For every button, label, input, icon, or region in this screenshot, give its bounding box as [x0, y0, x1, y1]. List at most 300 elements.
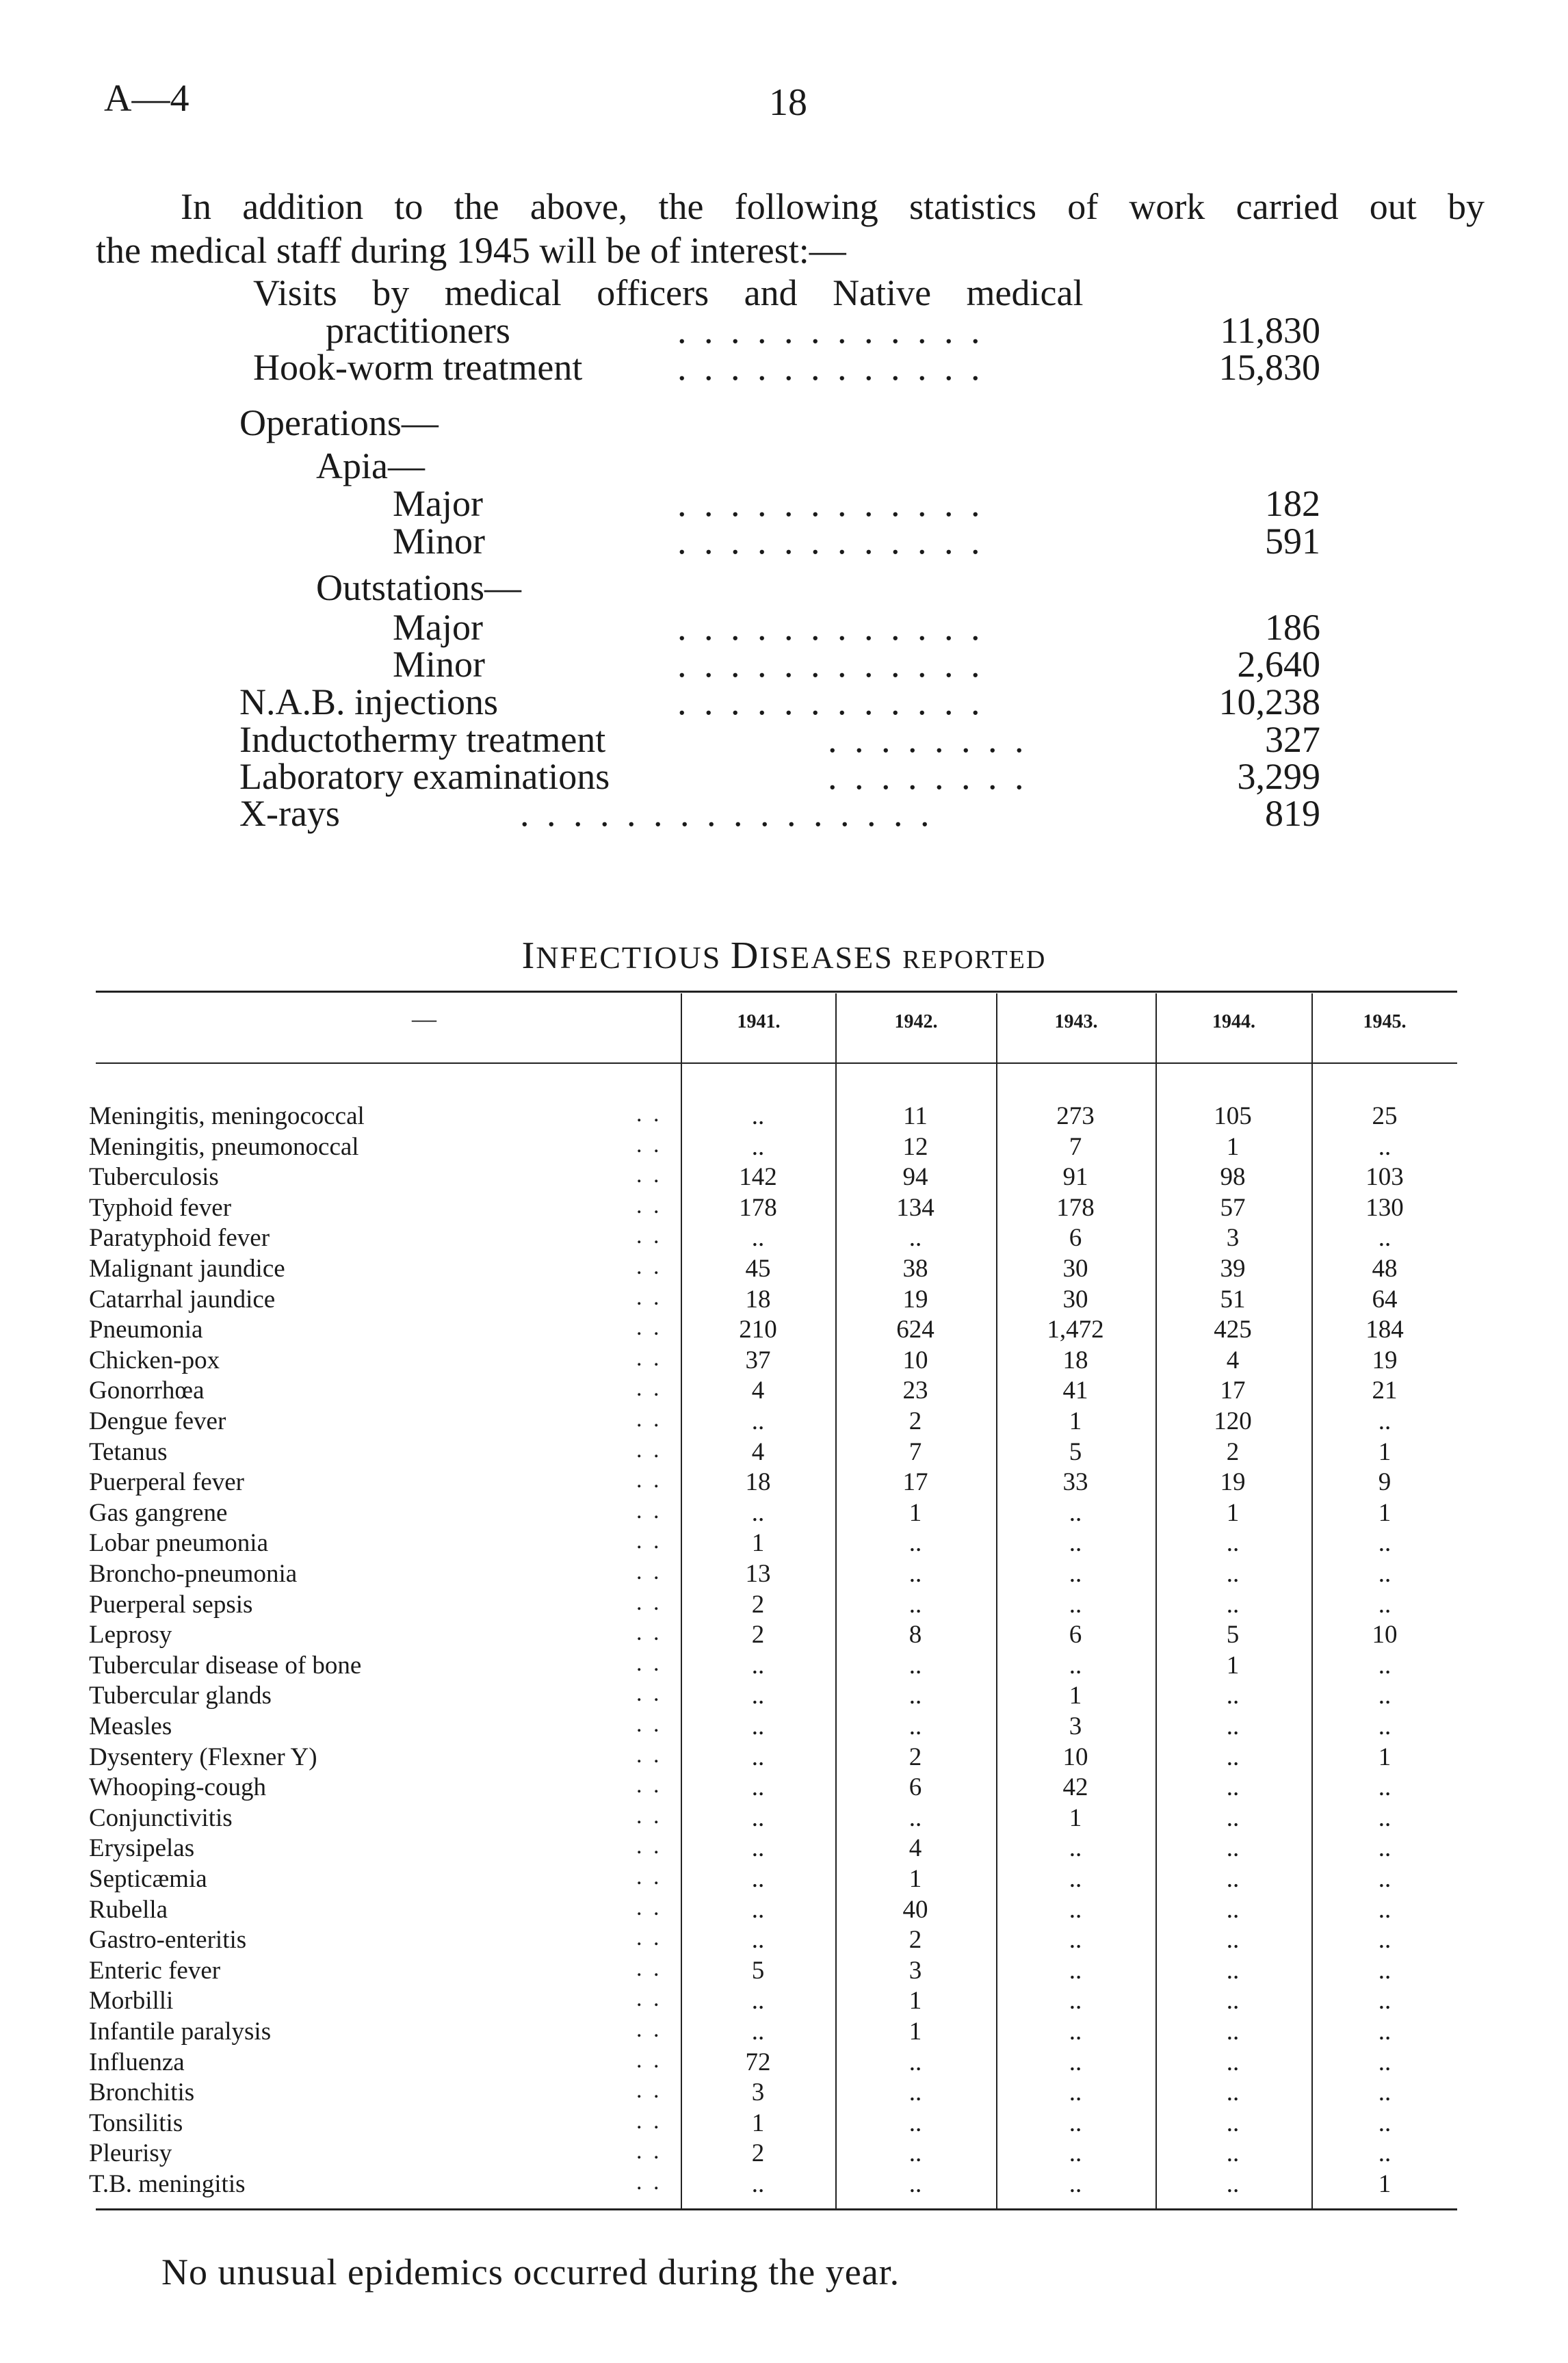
value-cell: .. [1378, 1132, 1391, 1161]
value-cell: 37 [745, 1346, 771, 1374]
disease-name: Lobar pneumonia [89, 1529, 268, 1558]
value-cell: 1 [1069, 1682, 1082, 1710]
disease-name: Tuberculosis [89, 1163, 219, 1192]
value-cell: 18 [745, 1285, 771, 1314]
disease-name: Chicken-pox [89, 1346, 220, 1374]
table-row [89, 1407, 1457, 1437]
table-row [89, 1803, 1457, 1833]
intro-line-1: In addition to the above, the following statistics of work carried out by [181, 186, 1485, 227]
leader-dots: . . [636, 1712, 662, 1737]
value-cell: .. [751, 1987, 765, 2015]
disease-name: Paratyphoid fever [89, 1224, 270, 1253]
disease-name: Rubella [89, 1895, 168, 1924]
value-cell: .. [1069, 1529, 1082, 1558]
table-row [89, 1162, 1457, 1192]
work-statistics [0, 0, 1568, 889]
leader-dots: . . [636, 1254, 662, 1279]
value-cell: 9 [1378, 1468, 1391, 1497]
leader-dots: . . [636, 1162, 662, 1188]
value-cell: 178 [739, 1193, 777, 1222]
value-cell: .. [1226, 1712, 1240, 1740]
value-cell: 4 [751, 1437, 765, 1466]
value-cell: .. [751, 1102, 765, 1130]
value-cell: 1 [1378, 2170, 1391, 2198]
disease-name: Tonsilitis [89, 2109, 183, 2137]
value-cell: 40 [902, 1895, 928, 1924]
value-cell: .. [1069, 1987, 1082, 2015]
leader-dots: . . [636, 2139, 662, 2165]
value-cell: 2 [751, 1621, 765, 1649]
leader-dots: . . [636, 1986, 662, 2012]
leader-dots: . . [636, 1589, 662, 1615]
stat-label: X-rays [239, 793, 340, 834]
value-cell: .. [1226, 1987, 1240, 2015]
table-row [89, 1590, 1457, 1620]
value-cell: 7 [1069, 1132, 1082, 1161]
value-cell: .. [909, 1224, 922, 1253]
value-cell: 17 [902, 1468, 928, 1497]
value-cell: .. [1378, 1407, 1391, 1435]
value-cell: .. [1378, 1895, 1391, 1924]
leader-dots: . . [636, 1284, 662, 1310]
leader-dots: . . [636, 1467, 662, 1493]
value-cell: 18 [1062, 1346, 1088, 1374]
value-cell: .. [1069, 1590, 1082, 1619]
section-label: A—4 [104, 77, 190, 120]
value-cell: 1 [1378, 1498, 1391, 1527]
value-cell: 210 [739, 1316, 777, 1344]
value-cell: 38 [902, 1255, 928, 1283]
table-row [89, 1833, 1457, 1864]
stat-label: Major [393, 483, 483, 524]
value-cell: 98 [1220, 1163, 1246, 1192]
disease-name: Whooping-cough [89, 1773, 266, 1802]
table-row [89, 1315, 1457, 1345]
value-cell: .. [909, 2048, 922, 2076]
table-caption: INFECTIOUS DISEASES REPORTED [521, 935, 1047, 977]
stat-value: 10,238 [1218, 681, 1320, 722]
value-cell: .. [1226, 2078, 1240, 2107]
leader-dots: . . [636, 2169, 662, 2195]
value-cell: 4 [909, 1834, 922, 1863]
table-row [89, 2109, 1457, 2139]
disease-name: Gonorrhœa [89, 1376, 205, 1405]
value-cell: 72 [745, 2048, 771, 2076]
table-row [89, 1437, 1457, 1467]
value-cell: 57 [1220, 1193, 1246, 1222]
value-cell: 3 [909, 1956, 922, 1985]
leader-dots: . . [636, 1833, 662, 1859]
value-cell: 3 [1226, 1224, 1240, 1253]
leader-dots: . . [636, 1894, 662, 1920]
value-cell: 2 [751, 1590, 765, 1619]
value-cell: 18 [745, 1468, 771, 1497]
value-cell: .. [1226, 1560, 1240, 1588]
value-cell: .. [1378, 1590, 1391, 1619]
value-cell: 2 [909, 1407, 922, 1435]
value-cell: .. [1226, 1803, 1240, 1832]
value-cell: 41 [1062, 1376, 1088, 1405]
value-cell: .. [1069, 1895, 1082, 1924]
table-row [89, 1712, 1457, 1742]
table-top-rule [96, 991, 1457, 993]
value-cell: .. [1378, 1773, 1391, 1802]
corner-heading: — [412, 1005, 436, 1032]
table-row [89, 1498, 1457, 1528]
table-row [89, 1193, 1457, 1223]
disease-name: Tetanus [89, 1437, 168, 1466]
disease-name: Gastro-enteritis [89, 1926, 247, 1955]
leader-dots: . . . . . . . . . . . . [677, 681, 984, 722]
stat-label: Outstations— [316, 567, 522, 608]
value-cell: .. [1378, 1803, 1391, 1832]
leader-dots: . . [636, 1773, 662, 1799]
value-cell: .. [1226, 1895, 1240, 1924]
disease-name: Infantile paralysis [89, 2018, 272, 2046]
value-cell: 33 [1062, 1468, 1088, 1497]
value-cell: 17 [1220, 1376, 1246, 1405]
value-cell: 184 [1366, 1316, 1404, 1344]
value-cell: 1 [1069, 1407, 1082, 1435]
value-cell: 10 [902, 1346, 928, 1374]
stat-value: 186 [1265, 607, 1320, 648]
stat-value: 182 [1265, 483, 1320, 524]
value-cell: 7 [909, 1437, 922, 1466]
table-row [89, 1467, 1457, 1498]
leader-dots: . . [636, 1498, 662, 1524]
value-cell: .. [1378, 1682, 1391, 1710]
stat-value: 15,830 [1218, 347, 1320, 388]
value-cell: .. [1378, 1956, 1391, 1985]
value-cell: .. [1378, 1865, 1391, 1893]
value-cell: .. [751, 1926, 765, 1955]
leader-dots: . . [636, 1192, 662, 1218]
leader-dots: . . [636, 1681, 662, 1707]
leader-dots: . . [636, 1101, 662, 1127]
table-row [89, 1223, 1457, 1253]
value-cell: .. [1226, 1682, 1240, 1710]
table-row [89, 1254, 1457, 1284]
value-cell: .. [1069, 2078, 1082, 2107]
value-cell: 5 [751, 1956, 765, 1985]
disease-name: Puerperal sepsis [89, 1590, 253, 1619]
disease-name: Pneumonia [89, 1316, 203, 1344]
leader-dots: . . [636, 2017, 662, 2042]
table-row [89, 1285, 1457, 1315]
stat-value: 819 [1265, 793, 1320, 834]
footer-note: No unusual epidemics occurred during the year. [161, 2251, 900, 2293]
value-cell: 1 [909, 1498, 922, 1527]
table-row [89, 1620, 1457, 1650]
table-row [89, 1742, 1457, 1773]
leader-dots: . . [636, 1742, 662, 1768]
disease-name: Meningitis, meningococcal [89, 1102, 365, 1130]
disease-name: Influenza [89, 2048, 185, 2076]
value-cell: .. [1069, 2018, 1082, 2046]
value-cell: 1 [909, 1865, 922, 1893]
leader-dots: . . . . . . . . . . . . [677, 607, 984, 648]
leader-dots: . . . . . . . . [828, 756, 1028, 797]
leader-dots: . . . . . . . . . . . . [677, 644, 984, 685]
year-heading-1942: 1942. [894, 1011, 938, 1032]
value-cell: .. [751, 1407, 765, 1435]
leader-dots: . . . . . . . . [828, 719, 1028, 760]
value-cell: 3 [751, 2078, 765, 2107]
leader-dots: . . . . . . . . . . . . . . . . [520, 793, 934, 834]
table-row [89, 1681, 1457, 1711]
value-cell: 39 [1220, 1255, 1246, 1283]
leader-dots: . . [636, 1559, 662, 1584]
value-cell: 8 [909, 1621, 922, 1649]
disease-name: Erysipelas [89, 1834, 195, 1863]
value-cell: .. [1226, 1590, 1240, 1619]
value-cell: .. [751, 1834, 765, 1863]
value-cell: .. [751, 2018, 765, 2046]
value-cell: .. [751, 1224, 765, 1253]
stat-label: practitioners [326, 310, 510, 351]
leader-dots: . . [636, 2047, 662, 2073]
disease-name: Broncho-pneumonia [89, 1560, 298, 1588]
value-cell: 13 [745, 1560, 771, 1588]
value-cell: .. [909, 1803, 922, 1832]
leader-dots: . . . . . . . . . . . . [677, 347, 984, 388]
disease-name: Pleurisy [89, 2139, 172, 2168]
value-cell: 51 [1220, 1285, 1246, 1314]
value-cell: .. [909, 1560, 922, 1588]
value-cell: 23 [902, 1376, 928, 1405]
leader-dots: . . . . . . . . . . . . [677, 310, 984, 351]
stat-label: Laboratory examinations [239, 756, 610, 797]
value-cell: .. [751, 1651, 765, 1680]
value-cell: .. [1378, 1224, 1391, 1253]
disease-name: Tubercular disease of bone [89, 1651, 362, 1680]
value-cell: .. [1378, 1529, 1391, 1558]
value-cell: .. [751, 1132, 765, 1161]
value-cell: .. [1378, 1926, 1391, 1955]
value-cell: 142 [739, 1163, 777, 1192]
value-cell: 30 [1062, 1285, 1088, 1314]
disease-name: T.B. meningitis [89, 2170, 246, 2198]
disease-name: Bronchitis [89, 2078, 195, 2107]
value-cell: .. [1226, 1529, 1240, 1558]
table-row [89, 1925, 1457, 1955]
value-cell: .. [1378, 2048, 1391, 2076]
disease-name: Tubercular glands [89, 1682, 272, 1710]
value-cell: .. [751, 1712, 765, 1740]
value-cell: .. [1378, 1712, 1391, 1740]
value-cell: .. [1069, 1834, 1082, 1863]
value-cell: 10 [1062, 1742, 1088, 1771]
stat-label: Visits by medical officers and Native medical [253, 272, 1084, 313]
value-cell: 1 [1226, 1651, 1240, 1680]
stat-label: Operations— [239, 402, 439, 443]
value-cell: .. [1378, 2139, 1391, 2168]
value-cell: .. [1226, 2109, 1240, 2137]
leader-dots: . . [636, 1925, 662, 1951]
leader-dots: . . . . . . . . . . . . [677, 521, 984, 562]
value-cell: .. [1069, 1651, 1082, 1680]
value-cell: 11 [903, 1102, 928, 1130]
leader-dots: . . [636, 1407, 662, 1432]
leader-dots: . . . . . . . . . . . . [677, 483, 984, 524]
value-cell: 130 [1366, 1193, 1404, 1222]
value-cell: 5 [1069, 1437, 1082, 1466]
value-cell: .. [1226, 2139, 1240, 2168]
value-cell: .. [1226, 2018, 1240, 2046]
table-row [89, 2139, 1457, 2169]
value-cell: 134 [896, 1193, 935, 1222]
value-cell: .. [751, 1773, 765, 1802]
value-cell: 2 [751, 2139, 765, 2168]
leader-dots: . . [636, 1528, 662, 1554]
stat-value: 3,299 [1237, 756, 1320, 797]
value-cell: 2 [1226, 1437, 1240, 1466]
value-cell: .. [909, 2078, 922, 2107]
value-cell: .. [1226, 1926, 1240, 1955]
value-cell: 42 [1062, 1773, 1088, 1802]
disease-name: Dengue fever [89, 1407, 226, 1435]
table-row [89, 1651, 1457, 1681]
value-cell: .. [909, 2109, 922, 2137]
value-cell: 1 [751, 2109, 765, 2137]
value-cell: 103 [1366, 1163, 1404, 1192]
value-cell: 19 [902, 1285, 928, 1314]
table-row [89, 1528, 1457, 1558]
year-heading-1944: 1944. [1212, 1011, 1255, 1032]
stat-value: 327 [1265, 719, 1320, 760]
value-cell: 178 [1056, 1193, 1095, 1222]
value-cell: 30 [1062, 1255, 1088, 1283]
value-cell: .. [1226, 1865, 1240, 1893]
value-cell: .. [1378, 1560, 1391, 1588]
value-cell: .. [751, 1742, 765, 1771]
disease-name: Meningitis, pneumonoccal [89, 1132, 359, 1161]
value-cell: .. [909, 1682, 922, 1710]
value-cell: 1 [1378, 1742, 1391, 1771]
table-bottom-rule [96, 2208, 1457, 2210]
table-row [89, 2078, 1457, 2108]
leader-dots: . . [636, 1650, 662, 1676]
leader-dots: . . [636, 1315, 662, 1341]
year-heading-1943: 1943. [1054, 1011, 1098, 1032]
value-cell: 1 [909, 2018, 922, 2046]
value-cell: 6 [909, 1773, 922, 1802]
value-cell: .. [1226, 1742, 1240, 1771]
table-row [89, 2017, 1457, 2047]
leader-dots: . . [636, 2108, 662, 2134]
value-cell: .. [1378, 2109, 1391, 2137]
table-row [89, 1986, 1457, 2016]
value-cell: .. [1378, 2018, 1391, 2046]
disease-name: Typhoid fever [89, 1193, 232, 1222]
value-cell: 1 [1378, 1437, 1391, 1466]
value-cell: .. [751, 1803, 765, 1832]
value-cell: .. [751, 1895, 765, 1924]
value-cell: 21 [1372, 1376, 1398, 1405]
value-cell: .. [751, 2170, 765, 2198]
leader-dots: . . [636, 1803, 662, 1829]
table-row [89, 1956, 1457, 1986]
value-cell: 5 [1226, 1621, 1240, 1649]
table-row [89, 1101, 1457, 1132]
stat-label: Apia— [316, 445, 425, 486]
value-cell: .. [1226, 1773, 1240, 1802]
intro-line-2: the medical staff during 1945 will be of interest:— [96, 230, 846, 271]
disease-name: Catarrhal jaundice [89, 1285, 276, 1314]
disease-name: Puerperal fever [89, 1468, 245, 1497]
leader-dots: . . [636, 1345, 662, 1371]
value-cell: 3 [1069, 1712, 1082, 1740]
value-cell: .. [1226, 2048, 1240, 2076]
stat-label: Minor [393, 521, 485, 562]
value-cell: .. [909, 2139, 922, 2168]
value-cell: 1,472 [1047, 1316, 1104, 1344]
table-row [89, 1559, 1457, 1589]
value-cell: 19 [1372, 1346, 1398, 1374]
value-cell: .. [1378, 1987, 1391, 2015]
value-cell: 4 [1226, 1346, 1240, 1374]
stat-value: 2,640 [1237, 644, 1320, 685]
table-row [89, 1895, 1457, 1925]
disease-name: Measles [89, 1712, 172, 1740]
leader-dots: . . [636, 1223, 662, 1249]
value-cell: .. [1226, 2170, 1240, 2198]
disease-name: Conjunctivitis [89, 1803, 233, 1832]
leader-dots: . . [636, 1955, 662, 1981]
value-cell: .. [1069, 2139, 1082, 2168]
value-cell: 10 [1372, 1621, 1398, 1649]
value-cell: 91 [1062, 1163, 1088, 1192]
leader-dots: . . [636, 2078, 662, 2104]
value-cell: .. [1226, 1834, 1240, 1863]
value-cell: .. [1069, 2048, 1082, 2076]
disease-name: Septicæmia [89, 1865, 207, 1893]
value-cell: 1 [1069, 1803, 1082, 1832]
value-cell: 1 [1226, 1498, 1240, 1527]
value-cell: .. [1069, 1926, 1082, 1955]
table-row [89, 1132, 1457, 1162]
value-cell: 64 [1372, 1285, 1398, 1314]
value-cell: 6 [1069, 1621, 1082, 1649]
value-cell: .. [909, 1712, 922, 1740]
value-cell: 1 [751, 1529, 765, 1558]
table-row [89, 1346, 1457, 1376]
value-cell: .. [751, 1865, 765, 1893]
header-bottom-rule [96, 1062, 1457, 1064]
value-cell: .. [909, 1651, 922, 1680]
value-cell: 273 [1056, 1102, 1095, 1130]
value-cell: .. [751, 1498, 765, 1527]
stat-label: Hook-worm treatment [253, 347, 583, 388]
year-heading-1945: 1945. [1363, 1011, 1407, 1032]
disease-name: Leprosy [89, 1621, 172, 1649]
value-cell: .. [909, 2170, 922, 2198]
disease-name: Malignant jaundice [89, 1255, 285, 1283]
stat-label: N.A.B. injections [239, 681, 498, 722]
leader-dots: . . [636, 1437, 662, 1463]
value-cell: 2 [909, 1926, 922, 1955]
value-cell: 6 [1069, 1224, 1082, 1253]
value-cell: 105 [1214, 1102, 1252, 1130]
value-cell: 4 [751, 1376, 765, 1405]
table-row [89, 1773, 1457, 1803]
value-cell: .. [1378, 1834, 1391, 1863]
stat-value: 11,830 [1220, 310, 1320, 351]
leader-dots: . . [636, 1132, 662, 1158]
value-cell: .. [1378, 2078, 1391, 2107]
value-cell: .. [1226, 1956, 1240, 1985]
value-cell: .. [909, 1590, 922, 1619]
